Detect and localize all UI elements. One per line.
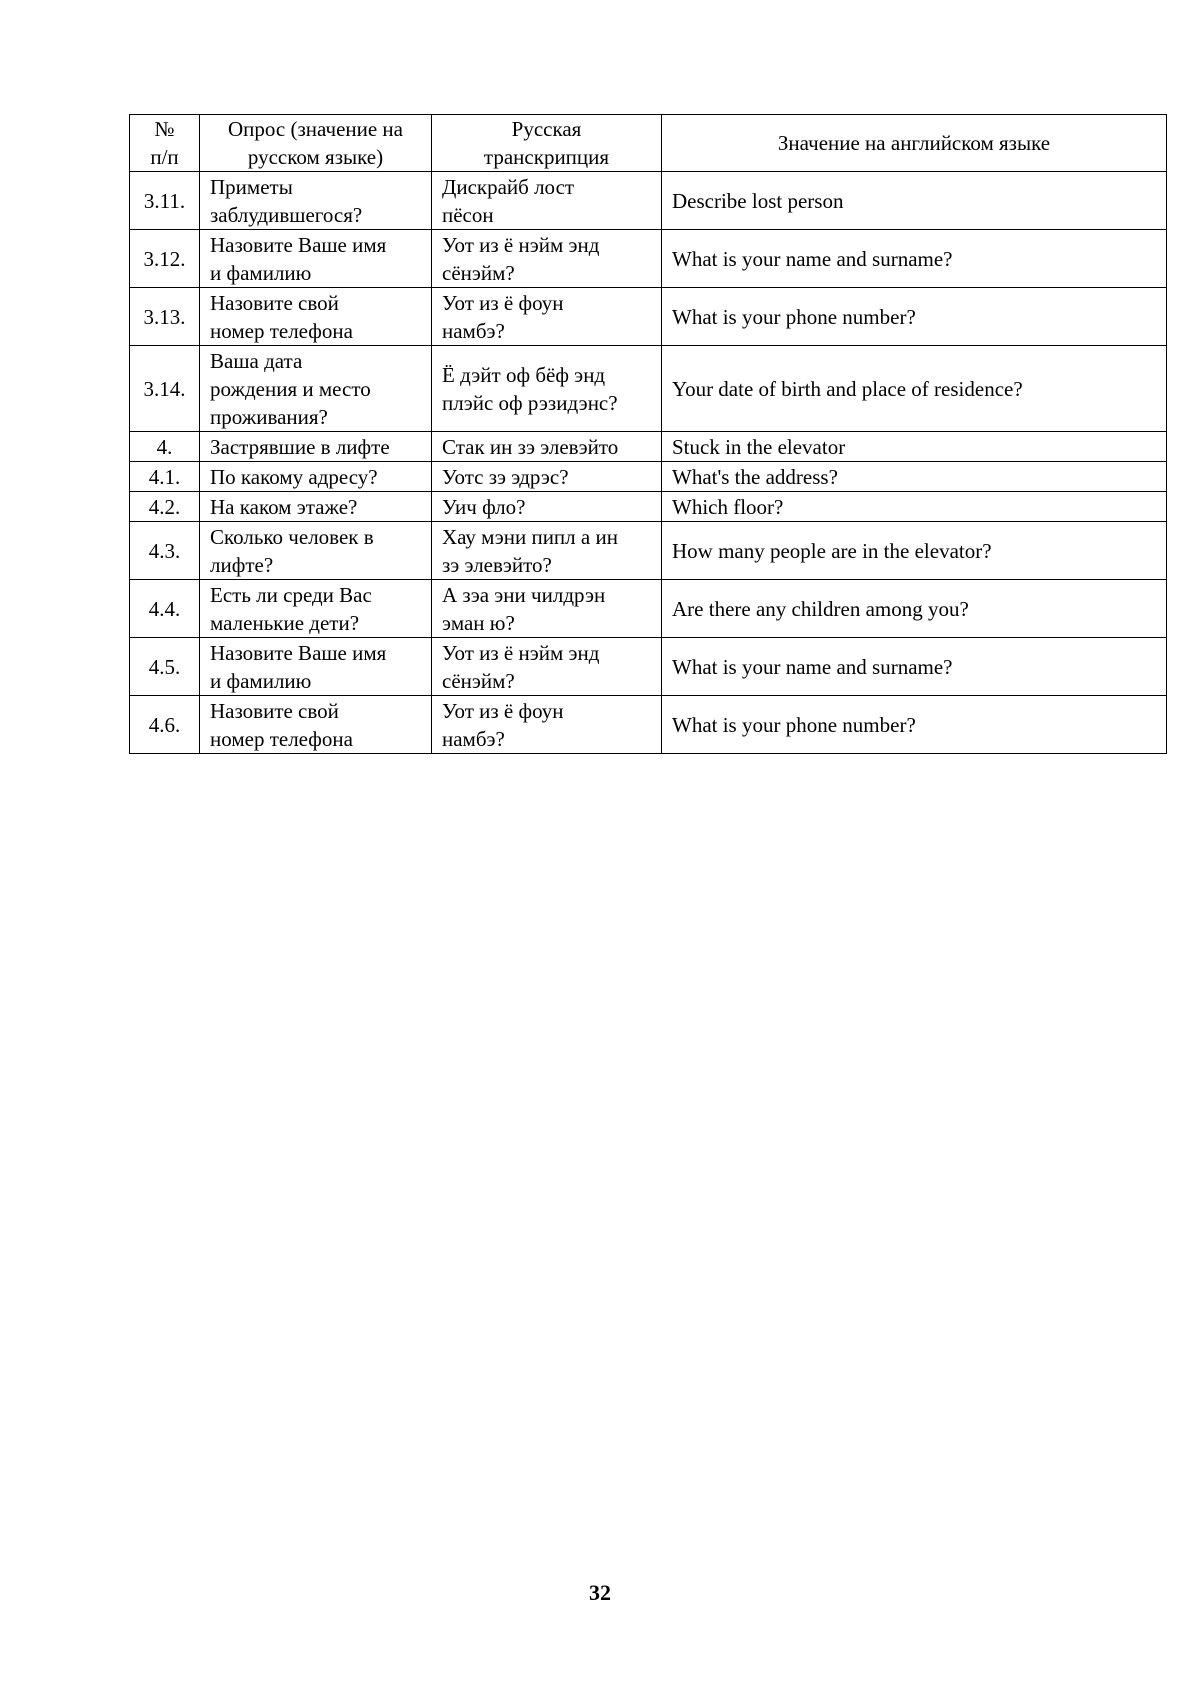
- table-row: [130, 462, 1167, 492]
- transcription: [432, 492, 662, 522]
- transcription-line: намбэ?: [442, 318, 505, 343]
- transcription: [432, 230, 662, 288]
- table-row: [130, 346, 1167, 432]
- question-ru-line: проживания?: [210, 404, 328, 429]
- question-ru-line: лифте?: [210, 552, 274, 577]
- question-ru-line: Назовите Ваше имя: [210, 640, 387, 665]
- table-row: [130, 696, 1167, 754]
- table-row: [130, 432, 1167, 462]
- transcription-line: Ё дэйт оф бёф энд: [442, 362, 606, 387]
- transcription: [432, 172, 662, 230]
- row-number: 4.4.: [130, 580, 200, 638]
- header-ru-line: Опрос (значение на: [228, 117, 403, 141]
- transcription-line: Стак ин зэ элевэйто: [442, 434, 619, 459]
- table-row: [130, 288, 1167, 346]
- header-ru-line: русском языке): [247, 145, 384, 169]
- transcription-line: Уот из ё фоун: [442, 698, 564, 723]
- table-body: [130, 172, 1167, 754]
- transcription-line: Уич фло?: [442, 494, 526, 519]
- meaning-en: What is your name and surname?: [662, 230, 1167, 288]
- table-row: [130, 230, 1167, 288]
- transcription-line: Хау мэни пипл а ин: [442, 524, 618, 549]
- meaning-en: Which floor?: [662, 492, 1167, 522]
- row-number: 3.14.: [130, 346, 200, 432]
- question-ru: [200, 462, 432, 492]
- transcription: [432, 580, 662, 638]
- question-ru-line: номер телефона: [210, 726, 353, 751]
- row-number: 3.11.: [130, 172, 200, 230]
- transcription-line: намбэ?: [442, 726, 505, 751]
- transcription-line: эман ю?: [442, 610, 515, 635]
- table-row: [130, 172, 1167, 230]
- question-ru: [200, 522, 432, 580]
- transcription-line: Уотс зэ эдрэс?: [442, 464, 569, 489]
- question-ru: [200, 580, 432, 638]
- transcription: [432, 462, 662, 492]
- table-row: [130, 522, 1167, 580]
- transcription: [432, 638, 662, 696]
- question-ru: [200, 638, 432, 696]
- transcription-line: Уот из ё фоун: [442, 290, 564, 315]
- row-number: 4.3.: [130, 522, 200, 580]
- transcription: [432, 346, 662, 432]
- question-ru-line: Сколько человек в: [210, 524, 374, 549]
- question-ru-line: заблудившегося?: [210, 202, 363, 227]
- header-en: Значение на английском языке: [662, 115, 1167, 172]
- table-row: [130, 580, 1167, 638]
- table-header-row: [130, 115, 1167, 172]
- header-num: [130, 115, 200, 172]
- question-ru-line: Назовите свой: [210, 290, 339, 315]
- question-ru-line: По какому адресу?: [210, 464, 378, 489]
- row-number: 4.2.: [130, 492, 200, 522]
- transcription: [432, 432, 662, 462]
- meaning-en: Describe lost person: [662, 172, 1167, 230]
- transcription-line: Дискрайб лост: [442, 174, 575, 199]
- question-ru-line: Приметы: [210, 174, 293, 199]
- transcription-line: сёнэйм?: [442, 668, 515, 693]
- question-ru-line: и фамилию: [210, 668, 312, 693]
- header-num-line: №: [154, 117, 175, 141]
- meaning-en: Your date of birth and place of residence?: [662, 346, 1167, 432]
- transcription-line: плэйс оф рэзидэнс?: [442, 390, 618, 415]
- page-number: 32: [589, 1580, 611, 1605]
- transcription: [432, 696, 662, 754]
- meaning-en: What is your name and surname?: [662, 638, 1167, 696]
- transcription-line: сёнэйм?: [442, 260, 515, 285]
- transcription-line: А зэа эни чилдрэн: [442, 582, 606, 607]
- meaning-en: Stuck in the elevator: [662, 432, 1167, 462]
- transcription: [432, 288, 662, 346]
- row-number: 4.6.: [130, 696, 200, 754]
- header-tr-line: транскрипция: [483, 145, 610, 169]
- meaning-en: Are there any children among you?: [662, 580, 1167, 638]
- question-ru: [200, 230, 432, 288]
- row-number: 3.13.: [130, 288, 200, 346]
- row-number: 4.1.: [130, 462, 200, 492]
- phrase-table: [129, 114, 1167, 754]
- question-ru: [200, 346, 432, 432]
- meaning-en: What's the address?: [662, 462, 1167, 492]
- header-num-line: п/п: [150, 145, 179, 169]
- meaning-en: What is your phone number?: [662, 696, 1167, 754]
- header-tr: [432, 115, 662, 172]
- header-ru: [200, 115, 432, 172]
- question-ru-line: Назовите свой: [210, 698, 339, 723]
- question-ru-line: маленькие дети?: [210, 610, 360, 635]
- table-row: [130, 638, 1167, 696]
- question-ru: [200, 172, 432, 230]
- question-ru-line: рождения и место: [210, 376, 371, 401]
- meaning-en: What is your phone number?: [662, 288, 1167, 346]
- meaning-en: How many people are in the elevator?: [662, 522, 1167, 580]
- question-ru-line: Ваша дата: [210, 348, 303, 373]
- transcription-line: Уот из ё нэйм энд: [442, 640, 600, 665]
- question-ru: [200, 432, 432, 462]
- transcription: [432, 522, 662, 580]
- question-ru-line: Назовите Ваше имя: [210, 232, 387, 257]
- row-number: 4.: [130, 432, 200, 462]
- question-ru-line: Застрявшие в лифте: [210, 434, 390, 459]
- table-row: [130, 492, 1167, 522]
- question-ru-line: номер телефона: [210, 318, 353, 343]
- transcription-line: пёсон: [442, 202, 494, 227]
- row-number: 4.5.: [130, 638, 200, 696]
- question-ru: [200, 288, 432, 346]
- question-ru-line: На каком этаже?: [210, 494, 358, 519]
- question-ru: [200, 696, 432, 754]
- question-ru: [200, 492, 432, 522]
- transcription-line: Уот из ё нэйм энд: [442, 232, 600, 257]
- transcription-line: зэ элевэйто?: [442, 552, 552, 577]
- header-tr-line: Русская: [511, 117, 582, 141]
- question-ru-line: Есть ли среди Вас: [210, 582, 372, 607]
- question-ru-line: и фамилию: [210, 260, 312, 285]
- row-number: 3.12.: [130, 230, 200, 288]
